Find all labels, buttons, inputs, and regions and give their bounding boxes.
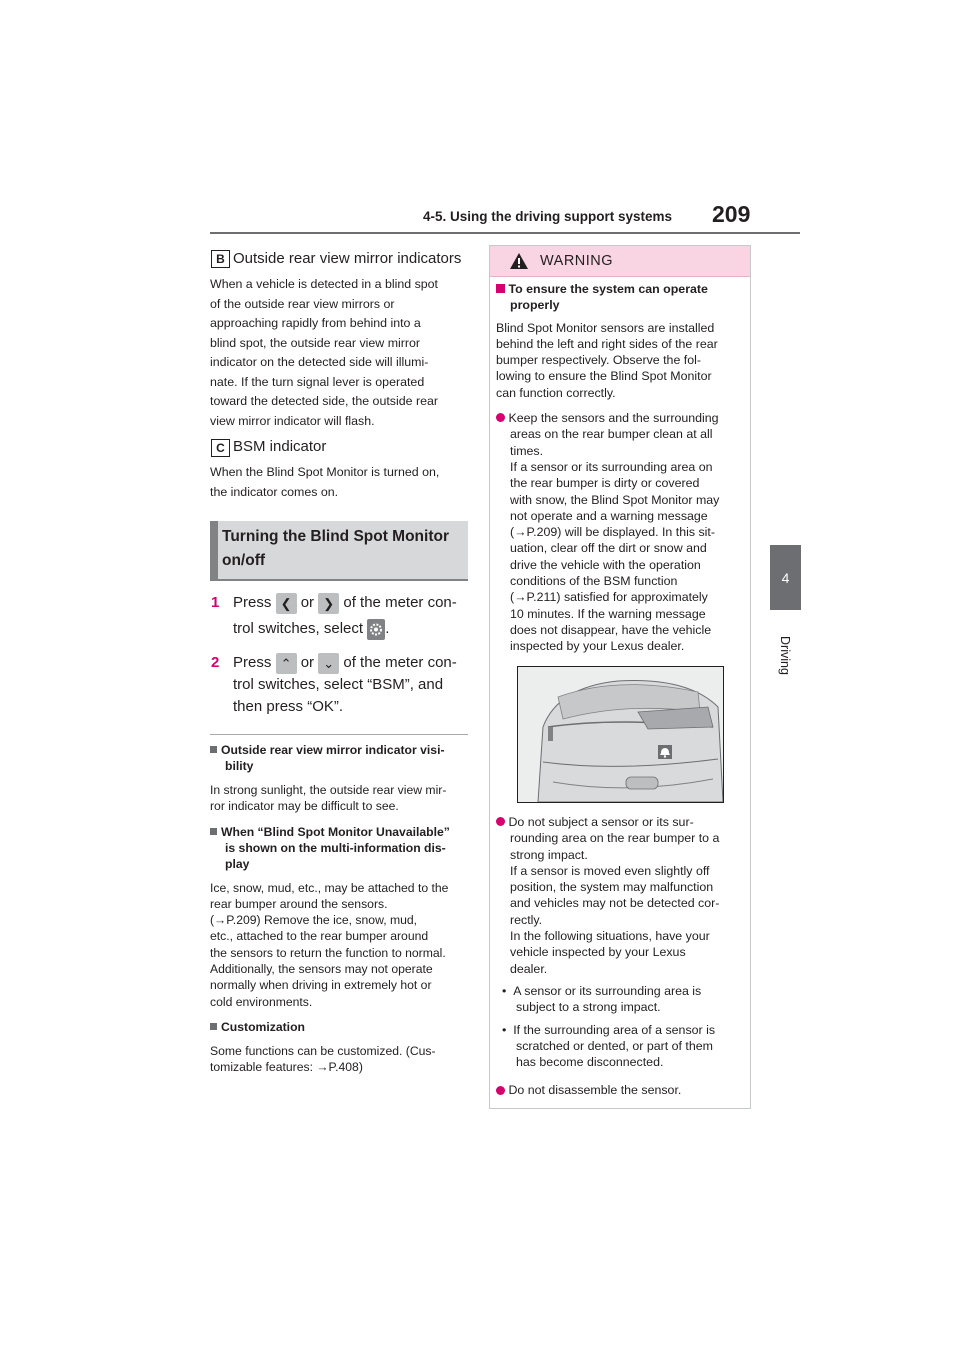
square-bullet-icon bbox=[210, 746, 217, 753]
warning-sub-bullet-1: • A sensor or its surrounding area is subject to a strong impact. bbox=[502, 983, 702, 1015]
notes-divider bbox=[210, 734, 468, 735]
step-2-number: 2 bbox=[211, 654, 220, 671]
right-arrow-icon: ❯ bbox=[318, 593, 339, 614]
chapter-number: 4 bbox=[781, 569, 790, 586]
section-header bbox=[210, 521, 468, 579]
section-header-underline bbox=[210, 579, 468, 581]
note-3-title: Customization bbox=[210, 1019, 472, 1035]
page-number: 209 bbox=[712, 201, 751, 227]
section-header-title: Turning the Blind Spot Monitor on/off bbox=[222, 528, 449, 569]
callout-b-box: B bbox=[211, 250, 230, 268]
chapter-tab bbox=[770, 545, 801, 610]
warning-header bbox=[490, 246, 750, 277]
note-1-text: In strong sunlight, the outside rear view mir- ror indicator may be difficult to see. bbox=[210, 783, 447, 814]
warning-title: WARNING bbox=[540, 253, 614, 269]
step-1-number: 1 bbox=[211, 594, 220, 611]
warning-bullet-2: Do not subject a sensor or its sur- rounding area on the rear bumper to a strong impact. If a sensor is moved even slightly off position, the system may malfunction and vehicles may not be detected cor- rectly. In the following situations, have your vehicle inspected by your Lexus dealer. bbox=[496, 814, 744, 977]
section-header-bar bbox=[210, 521, 218, 579]
note-2-text: Ice, snow, mud, etc., may be attached to the rear bumper around the sensors. (→P.209) Remove the ice, snow, mud, etc., attached to the rear bumper around the sensors to return the function to normal. Additionally, the sensors may not operate normally when driving in extremely hot or cold environments. bbox=[210, 880, 449, 1009]
pink-square-bullet-icon bbox=[496, 284, 505, 293]
square-bullet-icon bbox=[210, 1023, 217, 1030]
notes-area bbox=[210, 742, 472, 1076]
up-arrow-icon: ⌃ bbox=[276, 653, 297, 674]
chapter-label: Driving bbox=[778, 636, 792, 675]
item-b-text: When a vehicle is detected in a blind spot of the outside rear view mirrors or approaching rapidly from behind into a blind spot, the outside rear view mirror indicator on the detected side will illumi- nate. If the turn signal lever is operated toward the detected side, the outside rear view mirror indicator will flash. bbox=[210, 277, 438, 428]
step-2-text: Press ⌃ or ⌄ of the meter con- trol switches, select “BSM”, and then press “OK”. bbox=[233, 654, 457, 715]
callout-c-box: C bbox=[211, 439, 230, 457]
pink-dot-icon bbox=[496, 413, 505, 422]
note-1-title: Outside rear view mirror indicator visi- bility bbox=[210, 742, 472, 774]
warning-heading: To ensure the system can operate properly bbox=[496, 281, 744, 314]
warning-sub-bullet-2: • If the surrounding area of a sensor is scratched or dented, or part of them has become disconnected. bbox=[502, 1022, 716, 1070]
section-title: 4-5. Using the driving support systems bbox=[423, 209, 673, 224]
warning-bullet-1: Keep the sensors and the surrounding areas on the rear bumper clean at all times. If a sensor or its surrounding area on the rear bumper is dirty or covered with snow, the Blind Spot Monitor may not operate and a warning message (→P.209) will be displayed. In this sit- uation, clear off the dirt or snow and drive the vehicle with the operation conditions of the BSM function (→P.211) satisfied for approximately 10 minutes. If the warning message does not disappear, have the vehicle inspected by your Lexus dealer. bbox=[496, 410, 744, 654]
note-2-title: When “Blind Spot Monitor Unavailable” is shown on the multi-information dis- play bbox=[210, 824, 472, 872]
pink-dot-icon bbox=[496, 817, 505, 826]
item-c-text: When the Blind Spot Monitor is turned on, the indicator comes on. bbox=[210, 465, 440, 499]
left-arrow-icon: ❮ bbox=[276, 593, 297, 614]
warning-bullet-3: Do not disassemble the sensor. bbox=[496, 1082, 744, 1098]
warning-content-2 bbox=[496, 814, 744, 1099]
pink-dot-icon bbox=[496, 1086, 505, 1095]
item-b-title: Outside rear view mirror indicators bbox=[233, 250, 462, 267]
warning-triangle-icon bbox=[509, 252, 529, 275]
chapter-label-box bbox=[771, 614, 801, 734]
header-rule bbox=[210, 232, 800, 234]
warning-intro: Blind Spot Monitor sensors are installed behind the left and right sides of the rear bumper respectively. Observe the fol- lowing to ensure the Blind Spot Monitor can function correctly. bbox=[496, 320, 718, 400]
note-3-text: Some functions can be customized. (Cus- tomizable features: →P.408) bbox=[210, 1043, 436, 1075]
rear-bumper-sensor-illustration bbox=[517, 666, 724, 803]
down-arrow-icon: ⌄ bbox=[318, 653, 339, 674]
step-1-text: Press ❮ or ❯ of the meter con- trol switches, select . bbox=[233, 592, 473, 640]
warning-content bbox=[496, 281, 744, 655]
item-c-title: BSM indicator bbox=[233, 438, 327, 455]
settings-gear-icon bbox=[367, 619, 385, 640]
square-bullet-icon bbox=[210, 828, 217, 835]
